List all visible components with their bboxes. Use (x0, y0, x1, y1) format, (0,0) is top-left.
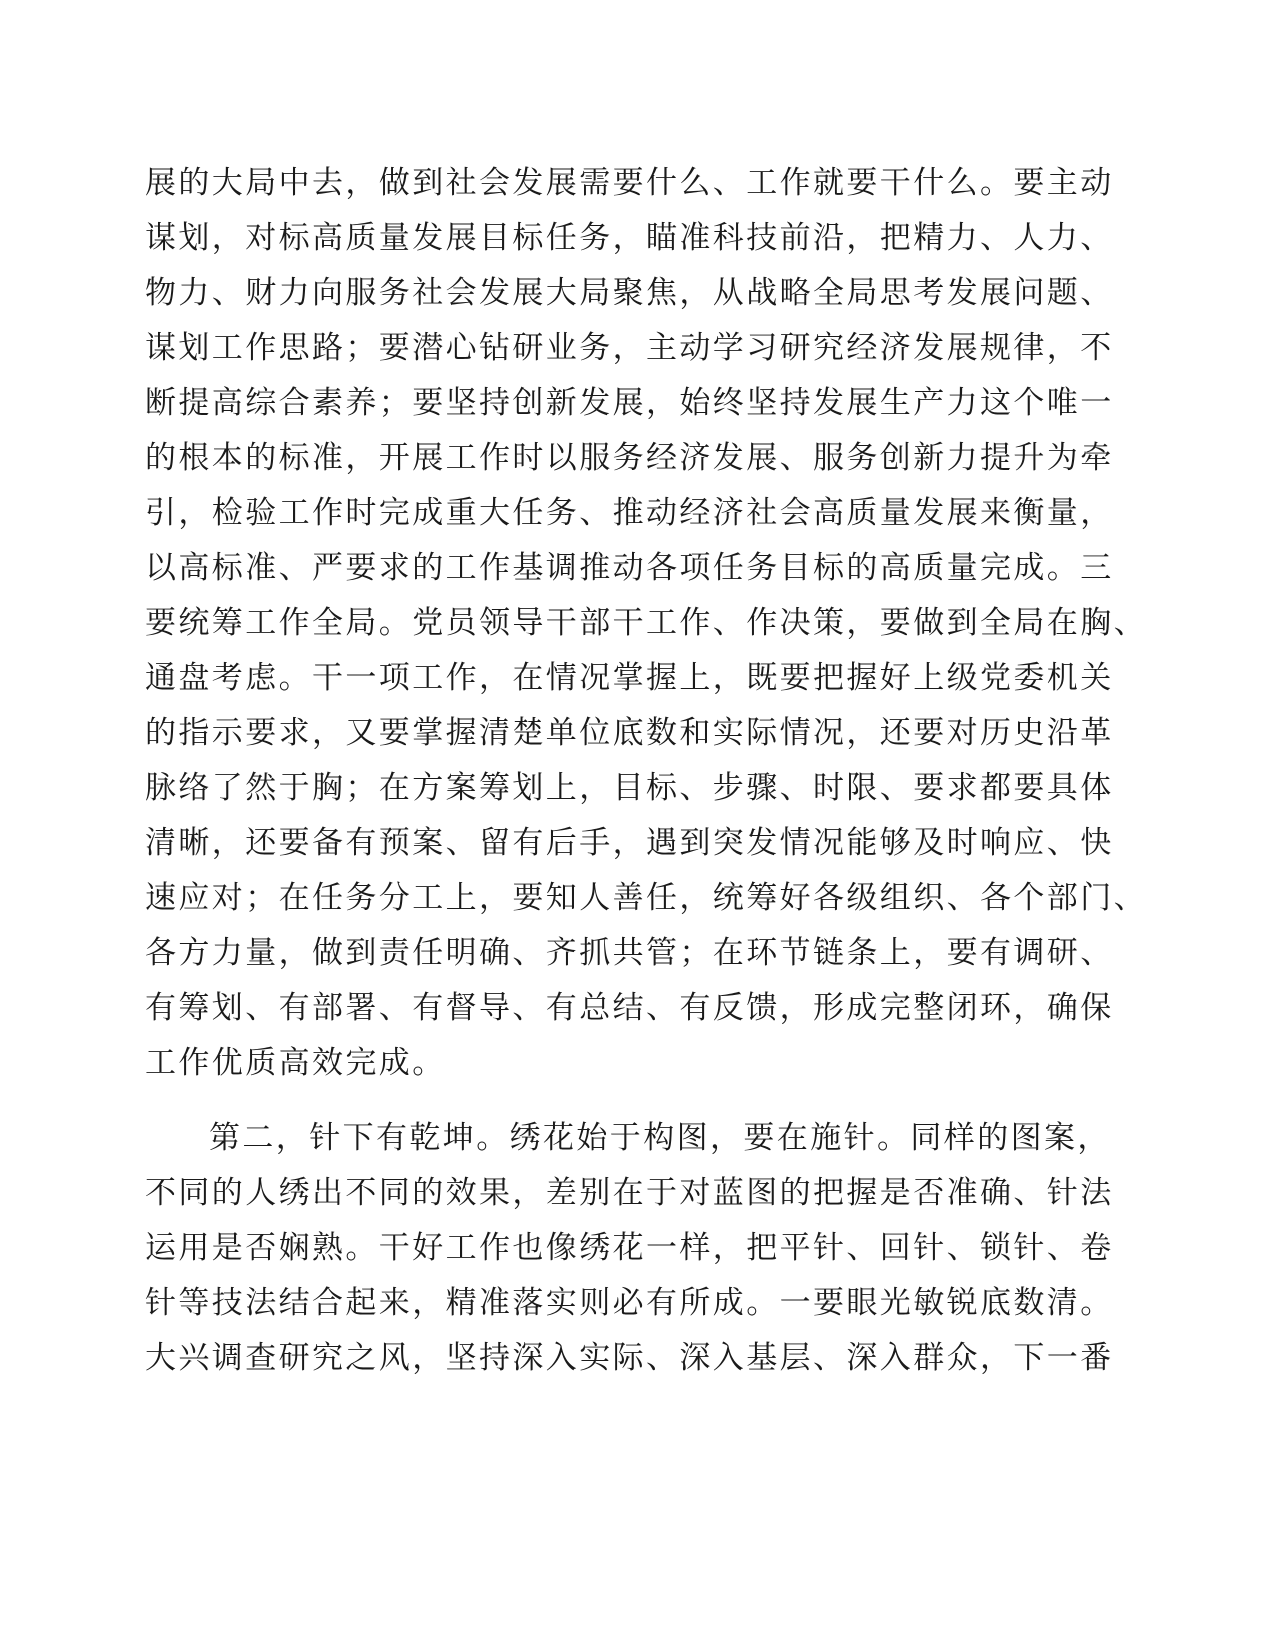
text-line: 断提高综合素养；要坚持创新发展，始终坚持发展生产力这个唯一 (145, 385, 1114, 421)
text-line: 脉络了然于胸；在方案筹划上，目标、步骤、时限、要求都要具体 (145, 770, 1114, 806)
text-line: 有筹划、有部署、有督导、有总结、有反馈，形成完整闭环，确保 (145, 990, 1114, 1026)
text-line: 大兴调查研究之风，坚持深入实际、深入基层、深入群众，下一番 (145, 1340, 1114, 1376)
text-line: 针等技法结合起来，精准落实则必有所成。一要眼光敏锐底数清。 (145, 1285, 1114, 1321)
text-line: 通盘考虑。干一项工作，在情况掌握上，既要把握好上级党委机关 (145, 660, 1114, 696)
text-line: 工作优质高效完成。 (145, 1045, 446, 1081)
text-line: 的根本的标准，开展工作时以服务经济发展、服务创新力提升为牵 (145, 440, 1114, 476)
paragraph-1 (145, 156, 1147, 1091)
text-line: 以高标准、严要求的工作基调推动各项任务目标的高质量完成。三 (145, 550, 1114, 586)
text-line: 谋划工作思路；要潜心钻研业务，主动学习研究经济发展规律，不 (145, 330, 1114, 366)
text-line: 的指示要求，又要掌握清楚单位底数和实际情况，还要对历史沿革 (145, 715, 1114, 751)
text-line: 第二，针下有乾坤。绣花始于构图，要在施针。同样的图案， (209, 1120, 1111, 1156)
text-line: 清晰，还要备有预案、留有后手，遇到突发情况能够及时响应、快 (145, 825, 1114, 861)
text-line: 运用是否娴熟。干好工作也像绣花一样，把平针、回针、锁针、卷 (145, 1230, 1114, 1266)
text-line: 引，检验工作时完成重大任务、推动经济社会高质量发展来衡量， (145, 495, 1114, 531)
text-line: 不同的人绣出不同的效果，差别在于对蓝图的把握是否准确、针法 (145, 1175, 1114, 1211)
text-line: 物力、财力向服务社会发展大局聚焦，从战略全局思考发展问题、 (145, 275, 1114, 311)
paragraph-2 (145, 1111, 1114, 1386)
text-line: 各方力量，做到责任明确、齐抓共管；在环节链条上，要有调研、 (145, 935, 1114, 971)
text-line: 要统筹工作全局。党员领导干部干工作、作决策，要做到全局在胸、 (145, 605, 1147, 641)
text-line: 展的大局中去，做到社会发展需要什么、工作就要干什么。要主动 (145, 165, 1114, 201)
text-line: 谋划，对标高质量发展目标任务，瞄准科技前沿，把精力、人力、 (145, 220, 1114, 256)
text-line: 速应对；在任务分工上，要知人善任，统筹好各级组织、各个部门、 (145, 880, 1147, 916)
